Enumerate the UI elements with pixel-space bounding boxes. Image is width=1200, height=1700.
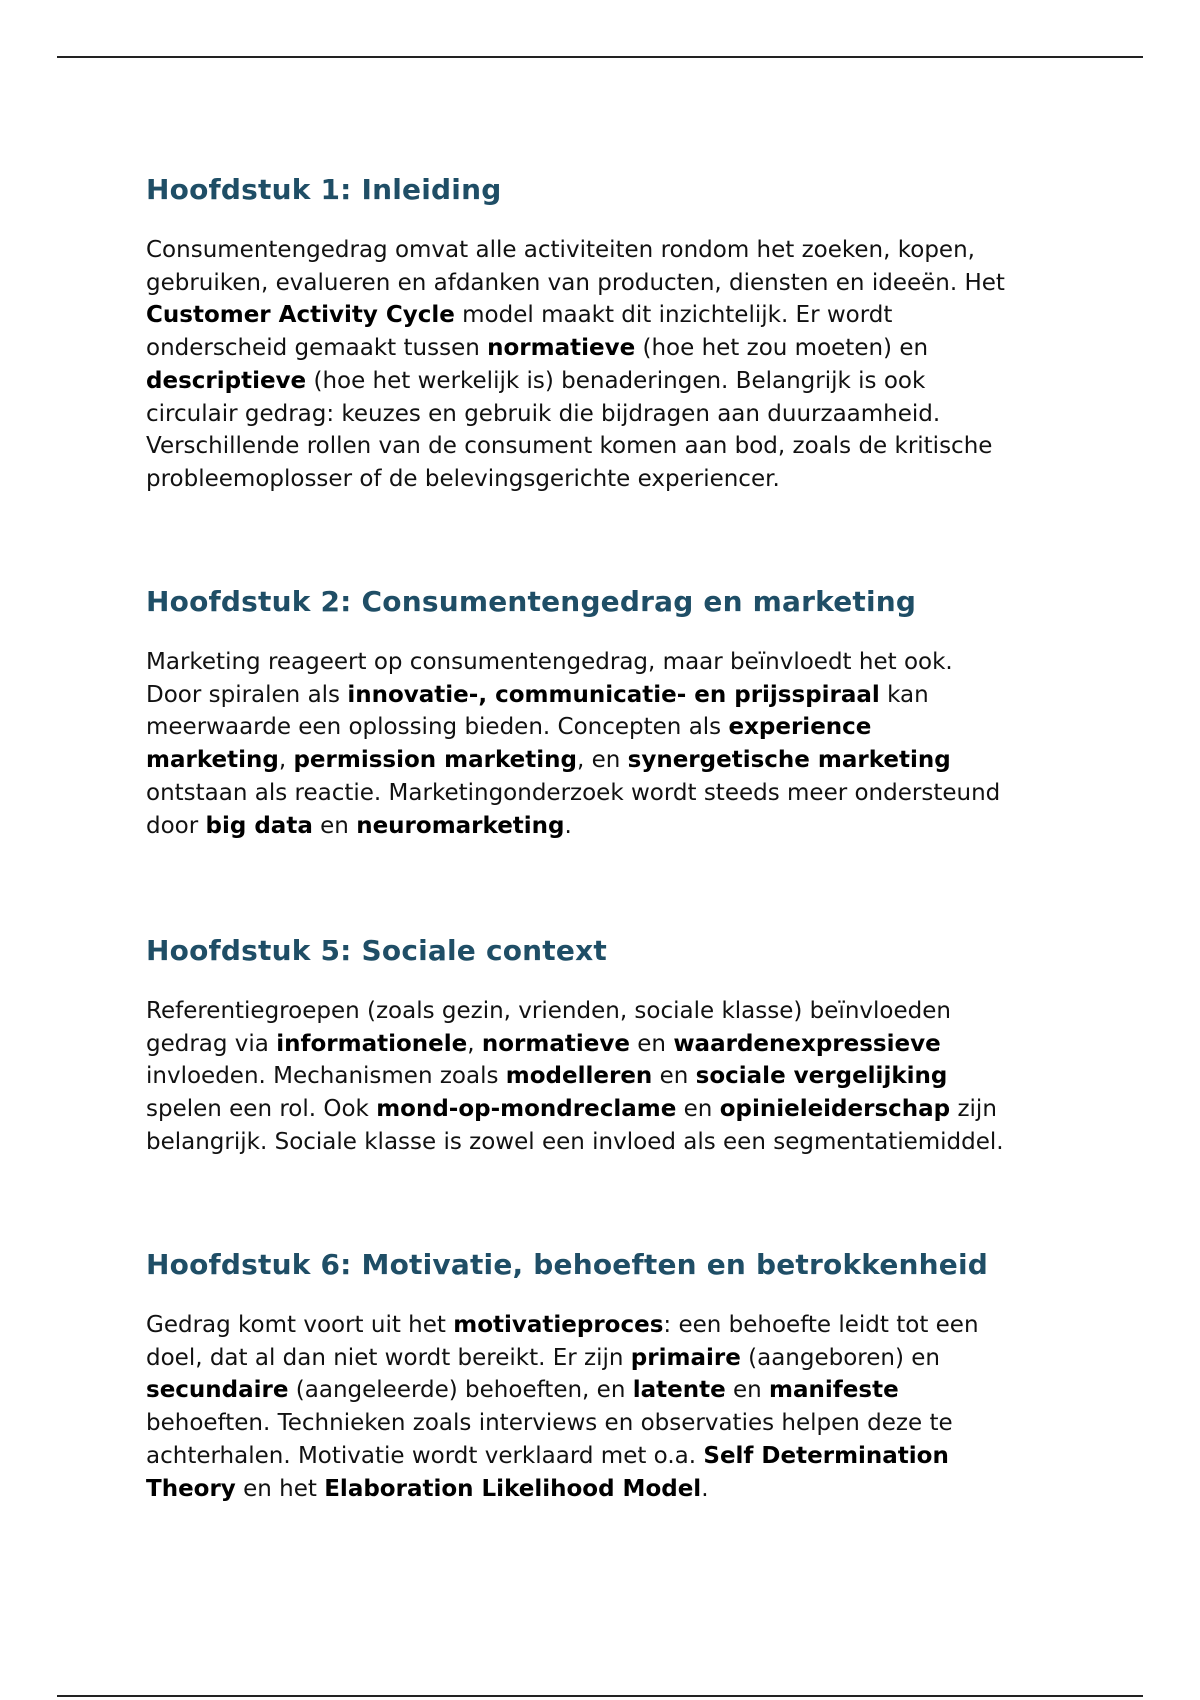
bold-term: Self Determination [703, 1442, 949, 1469]
bold-term: latente [632, 1377, 726, 1404]
chapter-2-body: Marketing reageert op consumentengedrag, maar beïnvloedt het ook. Door spiralen als innovatie-, communicatie- en prijsspiraal kan meerwaarde een oplossing bieden. Concepten als experience marketing, permission marketing, en synergetische marketing ontstaan als reactie. Marketingonderzoek wordt steeds meer ondersteund door big data en neuromarketing. [146, 649, 1001, 839]
bold-term: mond-op-mondreclame [376, 1096, 677, 1123]
bold-term: marketing [146, 747, 279, 774]
bold-term: informationele [276, 1030, 468, 1057]
bold-term: normatieve [487, 335, 636, 362]
chapter-5 [146, 933, 1076, 1159]
chapter-6-body: Gedrag komt voort uit het motivatieproces: een behoefte leidt tot een doel, dat al dan niet wordt bereikt. Er zijn primaire (aangeboren) en secundaire (aangeleerde) behoeften, en latente en manifeste behoeften. Technieken zoals interviews en observaties helpen deze te achterhalen. Motivatie wordt verklaard met o.a. Self Determination Theory en het Elaboration Likelihood Model. [146, 1312, 979, 1502]
top-divider [57, 56, 1143, 58]
bold-term: descriptieve [146, 367, 307, 394]
chapter-2 [146, 584, 1076, 842]
chapter-1 [146, 172, 1076, 496]
bold-term: synergetische marketing [627, 747, 951, 774]
bold-term: Theory [146, 1475, 236, 1502]
bold-term: waardenexpressieve [673, 1030, 941, 1057]
bold-term: neuromarketing [356, 812, 565, 839]
chapter-6-title: Hoofdstuk 6: Motivatie, behoeften en betrokkenheid [146, 1248, 989, 1281]
bold-term: modelleren [505, 1063, 653, 1090]
bold-term: manifeste [769, 1377, 899, 1404]
bold-term: sociale vergelijking [695, 1063, 948, 1090]
bold-term: primaire [630, 1344, 741, 1371]
bold-term: big data [205, 812, 313, 839]
chapter-1-body: Consumentengedrag omvat alle activiteiten rondom het zoeken, kopen, gebruiken, evalueren en afdanken van producten, diensten en ideeën. Het Customer Activity Cycle model maakt dit inzichtelijk. Er wordt onderscheid gemaakt tussen normatieve (hoe het zou moeten) en descriptieve (hoe het werkelijk is) benaderingen. Belangrijk is ook circulair gedrag: keuzes en gebruik die bijdragen aan duurzaamheid. Verschillende rollen van de consument komen aan bod, zoals de kritische probleemoplosser of de belevingsgerichte experiencer. [146, 237, 1005, 492]
chapter-2-title: Hoofdstuk 2: Consumentengedrag en marketing [146, 585, 917, 618]
bold-term: permission marketing [293, 747, 577, 774]
bold-term: experience [728, 714, 872, 741]
chapter-6 [146, 1247, 1076, 1505]
bold-term: opinieleiderschap [719, 1096, 951, 1123]
bold-term: motivatieproces [453, 1312, 664, 1338]
bold-term: normatieve [481, 1030, 630, 1057]
bold-term: secundaire [146, 1377, 289, 1404]
bottom-divider [57, 1695, 1143, 1697]
bold-term: innovatie-, communicatie- en prijsspiraal [347, 681, 880, 708]
chapter-5-title: Hoofdstuk 5: Sociale context [146, 934, 607, 967]
chapter-5-body: Referentiegroepen (zoals gezin, vrienden, sociale klasse) beïnvloeden gedrag via informationele, normatieve en waardenexpressieve invloeden. Mechanismen zoals modelleren en sociale vergelijking spelen een rol. Ook mond-op-mondreclame en opinieleiderschap zijn belangrijk. Sociale klasse is zowel een invloed als een segmentatiemiddel. [146, 998, 1004, 1155]
bold-term: Customer Activity Cycle [146, 302, 455, 329]
bold-term: Elaboration Likelihood Model [324, 1475, 702, 1502]
chapter-1-title: Hoofdstuk 1: Inleiding [146, 173, 502, 206]
